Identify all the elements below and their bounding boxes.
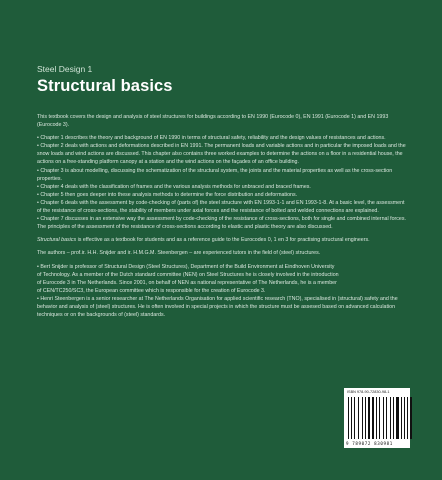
- chapter-item: • Chapter 3 is about modelling, discussing the schematization of the structural system, the joints and the material properties as well as the cross-section properties.: [37, 167, 407, 183]
- barcode-bar: [372, 397, 374, 439]
- chapter-item: • Chapter 4 deals with the classification of frames and the various analysis methods for unbraced and braced frames.: [37, 183, 407, 191]
- barcode-bar: [351, 397, 353, 439]
- barcode-bar: [396, 397, 398, 439]
- intro-paragraph: This textbook covers the design and analysis of steel structures for buildings according to EN 1990 (Eurocode 0), EN 1991 (Eurocode 1) and EN 1993 (Eurocode 3).: [37, 114, 389, 129]
- book-title: Structural basics: [37, 77, 173, 95]
- chapter-item: • Chapter 5 then goes deeper into these analysis methods to determine the force distribution and deformations.: [37, 191, 407, 199]
- barcode-bar: [368, 397, 370, 439]
- isbn-text: ISBN 978-90-72830-98-1: [347, 390, 390, 394]
- barcode-bar: [354, 397, 355, 439]
- barcode-bar: [386, 397, 388, 439]
- top-band: [0, 0, 442, 58]
- barcode-bar: [362, 397, 364, 439]
- authors-intro: The authors – prof.ir. H.H. Snijder and ir. H.M.G.M. Steenbergen – are experienced tutors in the field of (steel) structures.: [37, 250, 321, 257]
- barcode-bar: [365, 397, 366, 439]
- barcode-bar: [358, 397, 359, 439]
- barcode-digits: 9 789072 830981: [346, 441, 393, 446]
- barcode-bar: [401, 397, 402, 439]
- blurb: [37, 113, 407, 324]
- barcode: [344, 388, 410, 448]
- author-item: • Henri Steenbergen is a senior researcher at The Netherlands Organisation for applied scientific research (TNO), specialised in (structural) safety and the behavior and analysis of (steel) structures. He is often involved in special projects in which the structure must be assesed based on advanced calculation techniques or on the backgrounds of (steel) standards.: [37, 295, 407, 319]
- barcode-bar: [410, 397, 412, 439]
- barcode-bar: [393, 397, 394, 439]
- barcode-bar: [383, 397, 384, 439]
- barcode-bar: [404, 397, 405, 439]
- chapter-list: [37, 134, 407, 231]
- chapter-item: • Chapter 7 discusses in an extensive way the assessment by code-checking of the resistance of cross-sections, both for single and combined internal forces. The principles of the assessment of the resistance of cross-sections according to elastic and plastic theory are also discussed.: [37, 215, 407, 231]
- barcode-bars: [348, 397, 406, 439]
- barcode-bar: [348, 397, 349, 439]
- usage-paragraph: [37, 236, 407, 244]
- chapter-item: • Chapter 6 deals with the assessment by code-checking of (parts of) the steel structure with EN 1993-1-1 and EN 1993-1-8. At a basic level, the assessment of the resistance of cross-sections, the stability of members under axial forces and the resistance of bolted and welded connections are explained.: [37, 199, 407, 215]
- author-list: [37, 263, 407, 320]
- usage-text: is effective as a textbook for students and as a reference guide to the Eurocodes 0, 1 en 3 for practising structural engineers.: [76, 237, 370, 244]
- series-name: Steel Design 1: [37, 64, 93, 74]
- barcode-bar: [376, 397, 377, 439]
- chapter-item: • Chapter 2 deals with actions and deformations described in EN 1991. The permanent loads and variable actions and in particular the imposed loads and the snow loads and wind actions are discussed. This chapter also contains three worked examples to determine the actions on a floor in a residential house, the actions on a free-standing platform canopy at a station and the wind actions on the façades of an office building.: [37, 142, 407, 166]
- barcode-bar: [379, 397, 380, 439]
- author-item: • Bert Snijder is professor of Structural Design (Steel Structures), Department of the Build Environment at Eindhoven University of Technology. As a member of the Dutch standard committee (NEN) on Steel Structures he is closely involved in the introduction of Eurocode 3 in The Netherlands. Since 2001, on behalf of NEN as national representative of The Netherlands, he is a member of CEN/TC250/SC3, the European committee which is responsible for the creation of Eurocode 3.: [37, 263, 407, 295]
- chapter-item: • Chapter 1 describes the theory and background of EN 1990 in terms of structural safety, reliability and the design values of resistances and actions.: [37, 134, 407, 142]
- usage-title: Structural basics: [37, 237, 77, 244]
- barcode-bar: [407, 397, 409, 439]
- barcode-bar: [390, 397, 391, 439]
